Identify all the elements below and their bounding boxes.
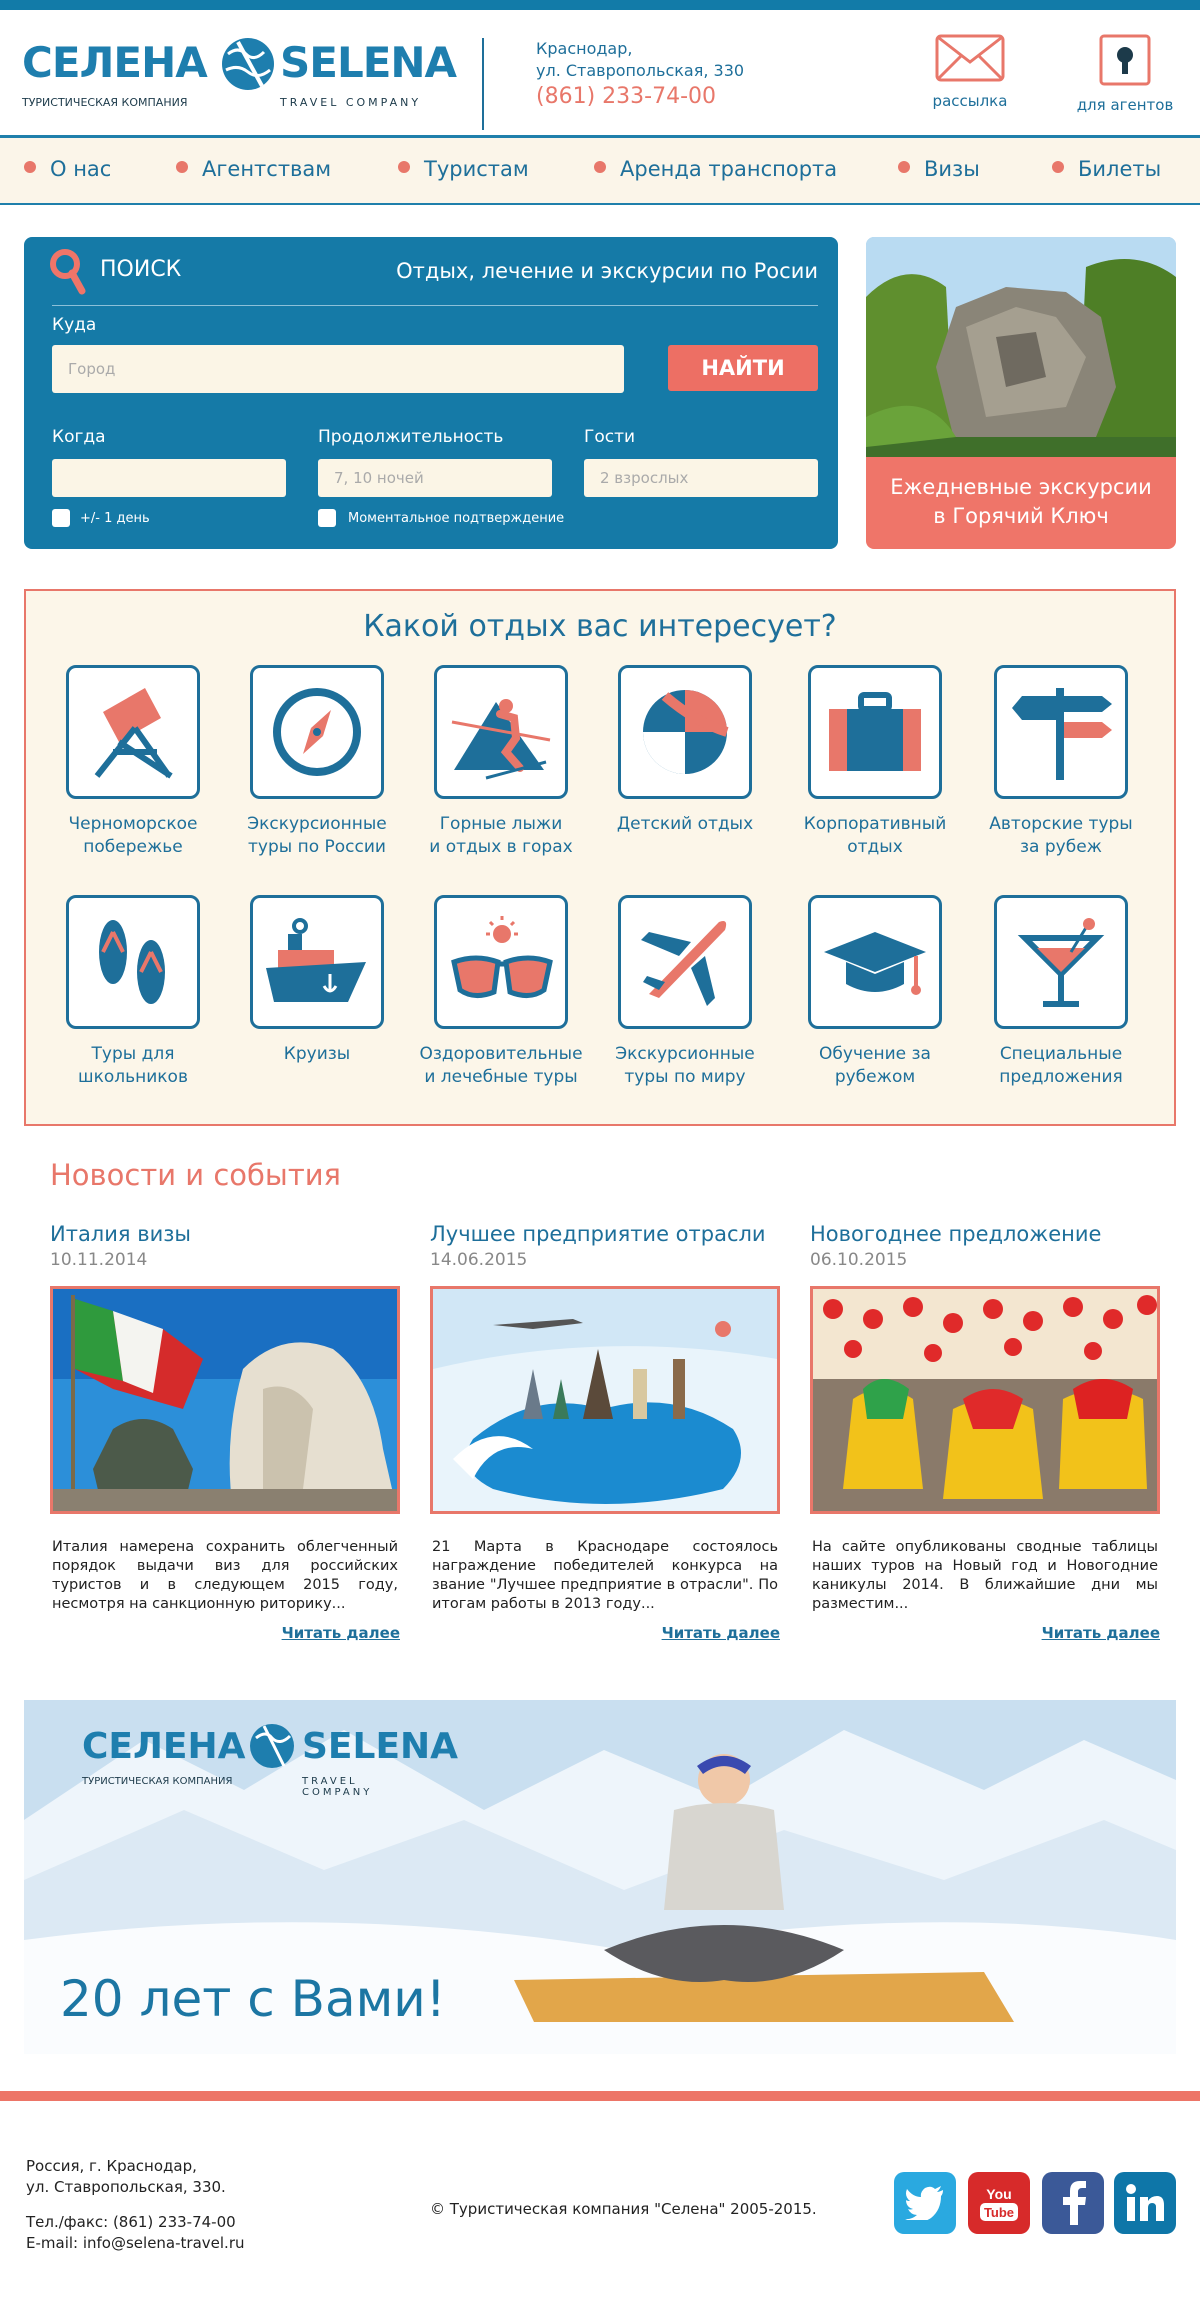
category-corporate[interactable]: Корпоративный отдых [790,665,960,859]
category-kids[interactable]: Детский отдых [600,665,770,836]
signpost-icon [1006,682,1116,782]
airplane-icon [635,912,735,1012]
bullet-icon [24,161,36,173]
italy-flag-statue-image [53,1289,397,1511]
twitter-icon [905,2186,945,2220]
news-image-newyear[interactable] [810,1286,1160,1514]
globe-logo-icon [208,36,288,92]
where-label: Куда [52,315,97,335]
category-world-excursions[interactable]: Экскурсионные туры по миру [600,895,770,1089]
nav-item-tourists[interactable]: Туристам [398,157,529,181]
news-headline[interactable]: Италия визы [50,1222,191,1246]
read-more-link[interactable]: Читать далее [1041,1624,1160,1642]
category-russia-excursions[interactable]: Экскурсионные туры по России [232,665,402,859]
when-label: Когда [52,427,106,447]
read-more-link[interactable]: Читать далее [281,1624,400,1642]
nav-item-visas[interactable]: Визы [898,157,980,181]
instant-confirm-checkbox[interactable] [318,509,336,527]
footer-address: Россия, г. Краснодар, ул. Ставропольская, 330. [26,2157,226,2196]
news-excerpt: Италия намерена сохранить облегченный порядок выдачи виз для российских туристов и в следующем 2015 году, несмотря на санкционную риторику... [52,1539,398,1612]
search-subtitle: Отдых, лечение и экскурсии по Росии [396,259,818,283]
footer-email[interactable]: E-mail: info@selena-travel.ru [26,2234,245,2252]
flip-flops-icon [83,912,183,1012]
search-divider [52,305,818,306]
nav-item-about[interactable]: О нас [24,157,111,181]
anniversary-banner[interactable] [24,1700,1176,2054]
category-ski[interactable]: Горные лыжи и отдых в горах [416,665,586,859]
keyhole-icon [1099,34,1151,86]
news-section-title: Новости и события [50,1158,342,1192]
read-more-link[interactable]: Читать далее [661,1624,780,1642]
compass-icon [267,682,367,782]
flex-date-checkbox[interactable] [52,509,70,527]
footer-accent-bar [0,2091,1200,2101]
site-logo[interactable] [22,38,457,116]
graduation-cap-icon [820,912,930,1012]
youtube-you-text: You [986,2186,1012,2202]
logo-text-en: SELENA [280,38,457,87]
bullet-icon [176,161,188,173]
news-excerpt: 21 Марта в Краснодаре состоялось награждение победителей конкурса на звание "Лучшее предприятие в отрасли". По итогам работы в 2013 году... [432,1539,778,1612]
category-special-offers[interactable]: Специальные предложения [976,895,1146,1089]
world-landmarks-image [433,1289,777,1511]
sunglasses-icon [446,912,556,1012]
category-black-sea[interactable]: Черноморское побережье [48,665,218,859]
footer-contacts [26,2212,245,2254]
news-image-italy[interactable] [50,1286,400,1514]
duration-input[interactable] [318,459,552,497]
guests-label: Гости [584,427,636,447]
top-accent-bar [0,0,1200,10]
bullet-icon [594,161,606,173]
youtube-icon [977,2181,1021,2225]
news-date: 14.06.2015 [430,1250,528,1270]
category-author-tours[interactable]: Авторские туры за рубеж [976,665,1146,859]
news-excerpt: На сайте опубликованы сводные таблицы наших туров на Новый год и Новогодние каникулы 2014. В ближайшие дни мы разместим... [812,1539,1158,1612]
globe-logo-icon [240,1722,304,1770]
category-study-abroad[interactable]: Обучение за рубежом [790,895,960,1089]
newsletter-button[interactable]: рассылка [920,34,1020,110]
search-title: ПОИСК [100,257,182,282]
facebook-icon [1058,2181,1088,2225]
site-header [0,10,1200,135]
news-image-landmarks[interactable] [430,1286,780,1514]
twitter-link[interactable] [894,2172,956,2234]
flex-date-label: +/- 1 день [80,511,150,526]
categories-title: Какой отдых вас интересует? [363,609,837,644]
facebook-link[interactable] [1042,2172,1104,2234]
nav-item-tickets[interactable]: Билеты [1052,157,1161,181]
duration-label: Продолжительность [318,427,504,447]
linkedin-icon [1125,2183,1165,2223]
news-item [50,1222,400,1642]
agents-login-button[interactable]: для агентов [1070,34,1180,114]
header-phone[interactable]: (861) 233-74-00 [536,84,717,109]
instant-confirm-label: Моментальное подтверждение [348,511,565,526]
logo-text-ru: СЕЛЕНА [22,38,207,87]
logo-tagline-en: TRAVEL COMPANY [280,96,422,109]
date-input[interactable] [52,459,286,497]
search-icon [48,247,88,295]
category-cruises[interactable]: Круизы [232,895,402,1066]
news-date: 06.10.2015 [810,1250,908,1270]
footer-copyright: © Туристическая компания "Селена" 2005-2015. [430,2200,817,2218]
footer-phone: Тел./факс: (861) 233-74-00 [26,2213,236,2231]
lion-dance-image [813,1289,1157,1511]
city-input[interactable] [52,345,624,393]
main-nav [0,135,1200,205]
suitcase-icon [825,687,925,777]
youtube-link[interactable] [968,2172,1030,2234]
vacation-categories [24,589,1176,1126]
ship-icon [262,912,372,1012]
beach-chair-icon [83,682,183,782]
promo-caption: Ежедневные экскурсии в Горячий Ключ [866,457,1176,549]
envelope-icon [935,34,1005,82]
banner-slogan: 20 лет с Вами! [60,1970,446,2028]
rock-landscape-image [866,237,1176,477]
beach-ball-icon [635,682,735,782]
nav-item-transport[interactable]: Аренда транспорта [594,157,837,181]
news-item [810,1222,1160,1642]
category-school-tours[interactable]: Туры для школьников [48,895,218,1089]
promo-excursions[interactable] [866,237,1176,549]
find-button[interactable]: НАЙТИ [668,345,818,391]
youtube-tube-text: Tube [983,2205,1015,2220]
search-panel [24,237,838,549]
header-address: Краснодар, ул. Ставропольская, 330 [536,39,745,80]
bullet-icon [1052,161,1064,173]
category-health[interactable]: Оздоровительные и лечебные туры [416,895,586,1089]
news-headline[interactable]: Лучшее предприятие отрасли [430,1222,766,1246]
guests-input[interactable] [584,459,818,497]
bullet-icon [898,161,910,173]
news-date: 10.11.2014 [50,1250,148,1270]
logo-tagline-ru: ТУРИСТИЧЕСКАЯ КОМПАНИЯ [22,96,188,109]
banner-logo: СЕЛЕНА SELENA ТУРИСТИЧЕСКАЯ КОМПАНИЯ TRAVEL COMPANY [82,1726,422,1796]
linkedin-link[interactable] [1114,2172,1176,2234]
nav-item-agencies[interactable]: Агентствам [176,157,331,181]
mountain-skier-icon [446,682,556,782]
header-divider [482,38,484,130]
news-headline[interactable]: Новогоднее предложение [810,1222,1102,1246]
bullet-icon [398,161,410,173]
news-item [430,1222,780,1642]
cocktail-icon [1011,912,1111,1012]
